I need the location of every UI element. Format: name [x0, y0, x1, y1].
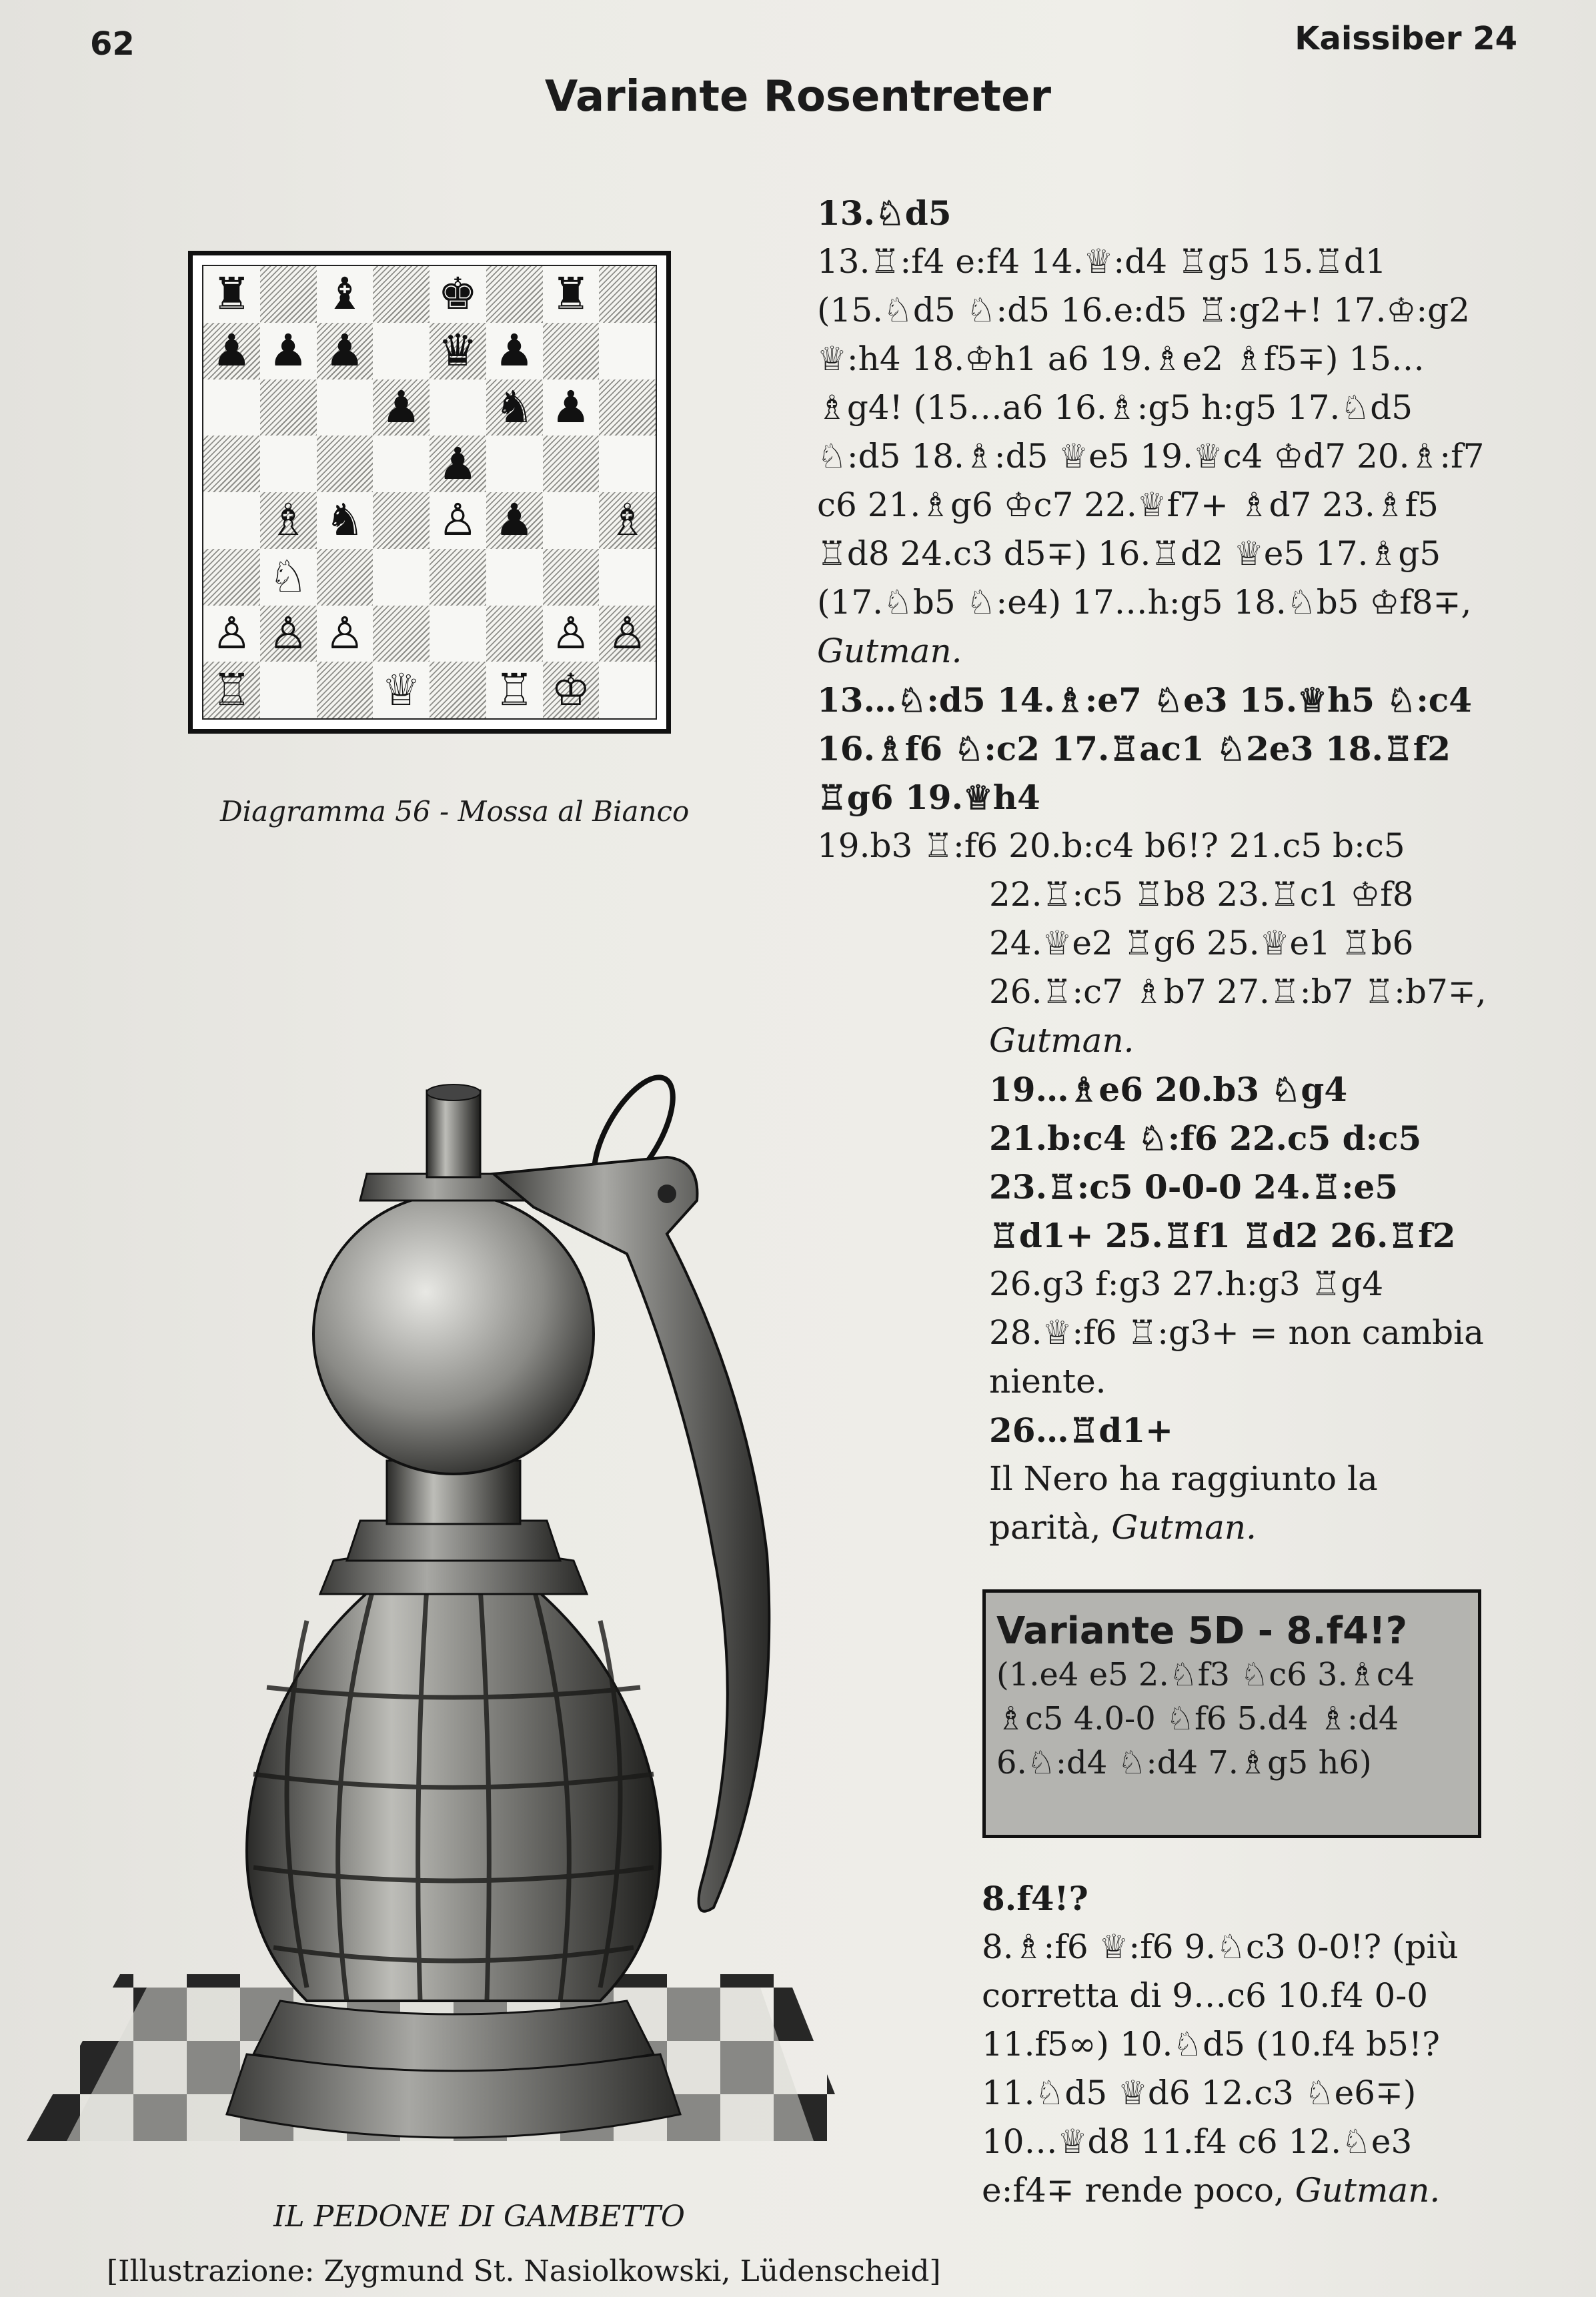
chess-piece: ♙	[551, 607, 591, 659]
board-square	[599, 436, 656, 492]
chess-piece: ♟	[494, 494, 534, 546]
board-square	[543, 379, 600, 436]
page-number: 62	[90, 25, 135, 63]
board-square	[599, 379, 656, 436]
board-square	[203, 436, 260, 492]
board-square	[317, 266, 373, 323]
chess-piece: ♙	[268, 607, 308, 659]
chess-piece: ♙	[211, 607, 251, 659]
board-square	[260, 323, 317, 379]
chess-piece: ♗	[608, 494, 648, 546]
board-square	[430, 492, 486, 549]
board-square	[373, 662, 430, 718]
variant-moves: (1.e4 e5 2.♘f3 ♘c6 3.♗c4 ♗c5 4.0-0 ♘f6 5.d4 ♗:d4 6.♘:d4 ♘:d4 7.♗g5 h6)	[996, 1656, 1415, 1781]
board-square	[486, 606, 543, 662]
board-square	[373, 549, 430, 606]
board-square	[260, 549, 317, 606]
moves-column-top	[817, 189, 1487, 1552]
move-line: 26.g3 f:g3 27.h:g3 ♖g4 28.♕:f6 ♖:g3+ = non cambia niente.	[989, 1265, 1484, 1401]
move-line: 13…♘:d5 14.♗:e7 ♘e3 15.♕h5 ♘:c4 16.♗f6 ♘:c2 17.♖ac1 ♘2e3 18.♖f2 ♖g6 19.♕h4	[817, 680, 1473, 817]
chess-piece: ♟	[325, 325, 365, 377]
pawn-grenade-illustration	[27, 920, 854, 2221]
board-square	[317, 549, 373, 606]
chess-piece: ♟	[438, 438, 478, 490]
illustration-title: IL PEDONE DI GAMBETTO	[273, 2200, 685, 2234]
move-line: 8.f4!?	[982, 1879, 1088, 1918]
chess-diagram	[188, 251, 671, 734]
board-square	[543, 549, 600, 606]
chess-piece: ♟	[211, 325, 251, 377]
board-square	[317, 323, 373, 379]
board-square	[203, 266, 260, 323]
chess-piece: ♚	[438, 268, 478, 320]
board-square	[203, 549, 260, 606]
board-square	[373, 379, 430, 436]
board-square	[260, 606, 317, 662]
variant-title: Variante 5D - 8.f4!?	[996, 1609, 1408, 1653]
board-square	[430, 549, 486, 606]
board-square	[373, 266, 430, 323]
board-square	[599, 266, 656, 323]
chess-piece: ♙	[608, 607, 648, 659]
board-square	[430, 662, 486, 718]
chess-piece: ♙	[438, 494, 478, 546]
author-credit: Gutman.	[1295, 2171, 1441, 2210]
chess-piece: ♜	[211, 268, 251, 320]
chess-piece: ♞	[325, 494, 365, 546]
board-square	[373, 436, 430, 492]
board-square	[317, 662, 373, 718]
board-square	[599, 323, 656, 379]
chess-piece: ♜	[551, 268, 591, 320]
chess-piece: ♖	[211, 664, 251, 716]
board-square	[317, 492, 373, 549]
board-square	[486, 662, 543, 718]
move-line: 26…♖d1+	[989, 1411, 1174, 1450]
illustration-credit: [Illustrazione: Zygmund St. Nasiolkowski, Lüdenscheid]	[107, 2254, 941, 2288]
move-line: Il Nero ha raggiunto la parità, Gutman.	[989, 1459, 1378, 1547]
moves-column-bottom	[982, 1874, 1487, 2215]
board-square	[260, 662, 317, 718]
chess-piece: ♛	[438, 325, 478, 377]
page-title: Variante Rosentreter	[544, 72, 1052, 121]
chess-piece: ♙	[325, 607, 365, 659]
chess-piece: ♟	[551, 381, 591, 433]
board-square	[486, 549, 543, 606]
board-square	[430, 323, 486, 379]
board-square	[486, 266, 543, 323]
board-square	[260, 492, 317, 549]
board-square	[543, 323, 600, 379]
board-square	[599, 492, 656, 549]
chess-piece: ♔	[551, 664, 591, 716]
board-square	[543, 606, 600, 662]
board-square	[543, 436, 600, 492]
move-line: 22.♖:c5 ♖b8 23.♖c1 ♔f8 24.♕e2 ♖g6 25.♕e1 ♖b6 26.♖:c7 ♗b7 27.♖:b7 ♖:b7∓, Gutman.	[989, 875, 1487, 1060]
chess-piece: ♕	[381, 664, 422, 716]
board-square	[203, 379, 260, 436]
board-square	[599, 606, 656, 662]
move-line: 8.♗:f6 ♕:f6 9.♘c3 0-0!? (più corretta di 9…c6 10.f4 0-0 11.f5∞) 10.♘d5 (10.f4 b5!? 11.♘d5 ♕d6 12.c3 ♘e6∓) 10…♕d8 11.f4 c6 12.♘e3 e:f4∓ rende poco, Gutman.	[982, 1928, 1459, 2210]
board-square	[430, 606, 486, 662]
board-square	[430, 266, 486, 323]
move-line: 13.♖:f4 e:f4 14.♕:d4 ♖g5 15.♖d1 (15.♘d5 ♘:d5 16.e:d5 ♖:g2+! 17.♔:g2 ♕:h4 18.♔h1 a6 19.♗e2 ♗f5∓) 15…♗g4! (15…a6 16.♗:g5 h:g5 17.♘d5 ♘:d5 18.♗:d5 ♕e5 19.♕c4 ♔d7 20.♗:f7 c6 21.♗g6 ♔c7 22.♕f7+ ♗d7 23.♗f5 ♖d8 24.c3 d5∓) 16.♖d2 ♕e5 17.♗g5 (17.♘b5 ♘:e4) 17…h:g5 18.♘b5 ♔f8∓, Gutman.	[817, 242, 1485, 670]
chess-board	[202, 265, 657, 720]
running-header: Kaissiber 24	[1295, 20, 1517, 57]
board-square	[203, 492, 260, 549]
board-square	[317, 606, 373, 662]
board-square	[599, 662, 656, 718]
move-line: 19…♗e6 20.b3 ♘g4 21.b:c4 ♘:f6 22.c5 d:c5 23.♖:c5 0-0-0 24.♖:e5 ♖d1+ 25.♖f1 ♖d2 26.♖f2	[989, 1070, 1456, 1255]
board-square	[260, 379, 317, 436]
board-square	[486, 492, 543, 549]
board-square	[260, 266, 317, 323]
chess-piece: ♘	[268, 551, 308, 603]
chess-piece: ♝	[325, 268, 365, 320]
board-square	[543, 492, 600, 549]
board-square	[373, 492, 430, 549]
board-square	[317, 379, 373, 436]
chess-piece: ♟	[494, 325, 534, 377]
board-square	[543, 662, 600, 718]
chess-piece: ♗	[268, 494, 308, 546]
board-square	[599, 549, 656, 606]
board-square	[203, 606, 260, 662]
move-line: 13.♘d5	[817, 193, 952, 233]
board-square	[373, 606, 430, 662]
author-credit: Gutman.	[1111, 1508, 1257, 1547]
chess-piece: ♞	[494, 381, 534, 433]
chess-piece: ♟	[381, 381, 422, 433]
chess-piece: ♖	[494, 664, 534, 716]
board-square	[543, 266, 600, 323]
board-square	[203, 662, 260, 718]
board-square	[317, 436, 373, 492]
board-square	[486, 323, 543, 379]
board-square	[486, 379, 543, 436]
board-square	[260, 436, 317, 492]
move-line: 19.b3 ♖:f6 20.b:c4 b6!? 21.c5 b:c5	[817, 826, 1405, 865]
board-square	[430, 379, 486, 436]
board-square	[486, 436, 543, 492]
author-credit: Gutman.	[989, 1021, 1134, 1060]
author-credit: Gutman.	[817, 632, 962, 670]
diagram-caption: Diagramma 56 - Mossa al Bianco	[220, 795, 690, 828]
variant-box	[982, 1589, 1481, 1838]
board-square	[373, 323, 430, 379]
board-square	[430, 436, 486, 492]
board-square	[203, 323, 260, 379]
chess-piece: ♟	[268, 325, 308, 377]
